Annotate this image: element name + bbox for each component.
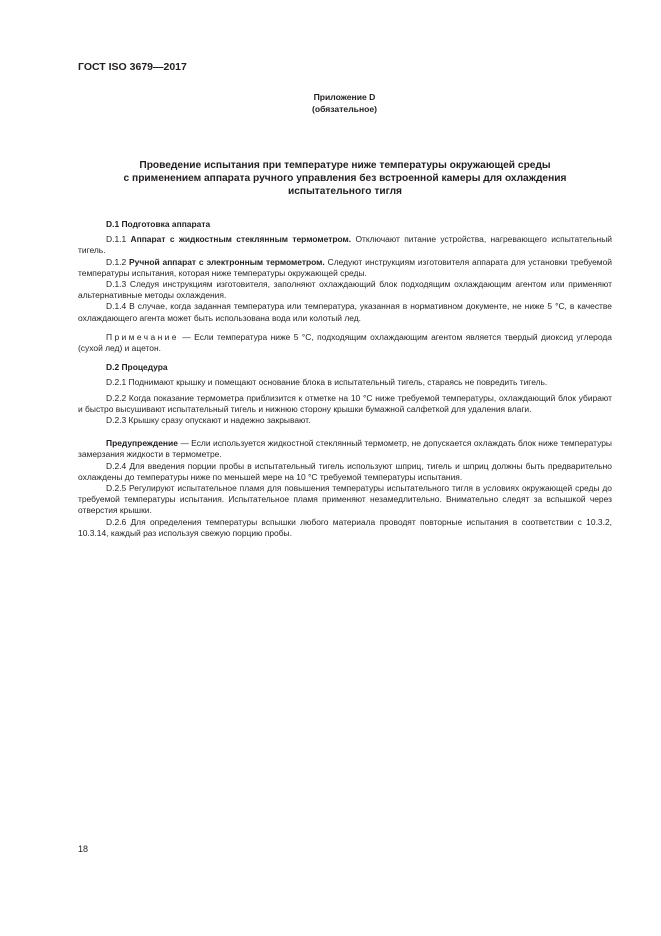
- note-label: Примечание: [106, 331, 179, 342]
- warning-text: — Если используется жидкостной стеклянный термометр, не допускается охлаждать блок ниже температуры замерзания жидкости в термометре.: [78, 438, 612, 460]
- clause-d1-2: [78, 257, 612, 279]
- document-body: [78, 219, 612, 539]
- clause-d1-4: D.1.4 В случае, когда заданная температура или температура, указанная в нормативном документе, не ниже 5 °С, в качестве охлаждающего агента может быть использована вода или колотый лед.: [78, 301, 612, 323]
- section-heading-d2: D.2 Процедура: [106, 362, 168, 373]
- clause-text: Следуют инструкциям изготовителя аппарата для установки требуемой температуры испытания, которая ниже температуры окружающей среды.: [78, 256, 612, 278]
- section-heading-d1: D.1 Подготовка аппарата: [106, 219, 211, 229]
- annex-main-title: [78, 159, 612, 198]
- note-text: — Если температура ниже 5 °С, подходящим охлаждающим агентом является твердый диоксид углерода (сухой лед) и ацетон.: [78, 331, 612, 354]
- clause-d2-1: D.2.1 Поднимают крышку и помещают основание блока в испытательный тигель, стараясь не повредить тигель.: [106, 377, 548, 388]
- clause-d1-1: [78, 234, 612, 256]
- clause-d2-2: D.2.2 Когда показание термометра приблизится к отметке на 10 °С ниже требуемой температуры, охлаждающий блок убирают и быстро высушивают испытательный тигель и нижнюю сторону крышки бумажной салфеткой для удаления влаги.: [78, 392, 612, 414]
- warning: [78, 438, 612, 460]
- clause-bold-term: Ручной аппарат с электронным термометром.: [129, 256, 325, 267]
- annex-title: Приложение D: [313, 92, 376, 102]
- clause-d2-3: D.2.3 Крышку сразу опускают и надежно закрывают.: [106, 415, 311, 426]
- clause-text: Отключают питание устройства, нагревающего испытательный тигель.: [78, 234, 612, 256]
- title-line: Проведение испытания при температуре ниже температуры окружающей среды: [139, 160, 551, 171]
- title-line: с применением аппарата ручного управления без встроенной камеры для охлаждения: [123, 173, 567, 184]
- clause-d2-4: D.2.4 Для введения порции пробы в испытательный тигель используют шприц, тигель и шприц должны быть предварительно охлаждены до температуры ниже по меньшей мере на 10 °С требуемой температуры испытания.: [78, 460, 612, 482]
- title-line: испытательного тигля: [287, 186, 403, 197]
- warning-label: Предупреждение: [106, 438, 178, 449]
- document-code: ГОСТ ISO 3679—2017: [78, 61, 187, 73]
- annex-heading: [0, 92, 661, 115]
- clause-number: D.1.2: [106, 256, 130, 267]
- note: [78, 332, 612, 354]
- annex-status: (обязательное): [311, 103, 378, 114]
- clause-d2-6: D.2.6 Для определения температуры вспышки любого материала проводят повторные испытания в соответствии с 10.3.2, 10.3.14, каждый раз используя свежую порцию пробы.: [78, 516, 612, 538]
- clause-bold-term: Аппарат с жидкостным стеклянным термометром.: [130, 234, 352, 245]
- page-number: 18: [78, 844, 89, 854]
- clause-d1-3: D.1.3 Следуя инструкциям изготовителя, заполняют охлаждающий блок подходящим охлаждающим агентом или применяют альтернативные методы охлаждения.: [78, 279, 612, 301]
- clause-number: D.1.1: [106, 234, 131, 245]
- clause-d2-5: D.2.5 Регулируют испытательное пламя для повышения температуры испытательного тигля в условиях окружающей среды до требуемой температуры испытания. Испытательное пламя применяют незамедлительно. Внимательно следят за вспышкой через отверстия крышки.: [78, 483, 612, 516]
